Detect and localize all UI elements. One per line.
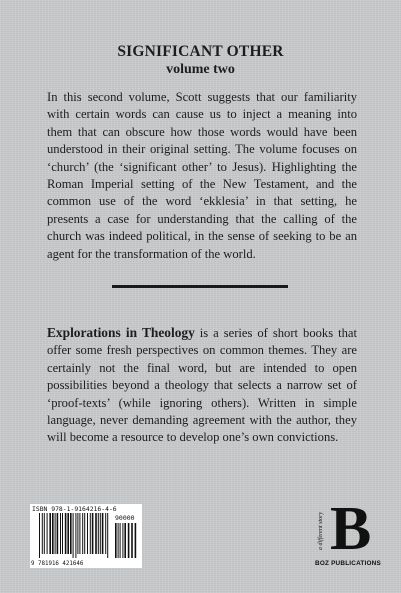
barcode-addon-bar — [124, 523, 126, 558]
barcode-bar — [73, 513, 74, 558]
barcode-addon-bar — [122, 523, 123, 558]
barcode-bar — [60, 513, 61, 554]
book-blurb: In this second volume, Scott suggests that our familiarity with certain words can cause us to inject a meaning into them that can obscure how those words would have been understood in their original setting. The volume focuses on ‘church’ (the ‘significant other’ to Jesus). Highlighting the Roman Imperial setting of the New Testament, and the common use of the word ‘ekklesia’ in that setting, he presents a case for understanding that the calling of the church was indeed political, in the sense of seeking to be an agent for the transformation of the world. — [47, 90, 357, 261]
series-description — [47, 324, 357, 447]
barcode-addon-bar — [128, 523, 130, 558]
barcode-bar — [95, 513, 97, 554]
barcode-bar — [55, 513, 56, 554]
barcode-bar — [98, 513, 99, 554]
barcode-bar — [67, 513, 69, 554]
publisher-logo — [312, 495, 384, 570]
logo-tagline: a different story — [318, 511, 324, 550]
barcode-bar — [105, 513, 106, 554]
publisher-name: BOZ PUBLICATIONS — [315, 560, 381, 567]
barcode-addon-bar — [120, 523, 121, 558]
barcode-bar — [87, 513, 88, 554]
barcode-bar — [84, 513, 85, 554]
barcode-bar — [57, 513, 59, 554]
isbn-digits: 9 781916 421646 — [31, 561, 84, 567]
barcode-addon-digits: 90000 — [115, 514, 135, 522]
series-text: is a series of short books that offer some fresh perspectives on common themes. They are certainly not the final word, but are intended to open possibilities beyond a theology that selects a narrow set of ‘proof-texts’ (while ignoring others). Written in simple language, never demanding agreement with the author, they will become a resource to develop one’s own convictions. — [47, 326, 357, 445]
book-subtitle: volume two — [166, 62, 235, 77]
barcode-bar — [79, 513, 80, 554]
barcode-bar — [52, 513, 54, 554]
barcode-addon-bar — [135, 523, 137, 558]
barcode-addon-bar — [118, 523, 119, 558]
barcode-bar — [70, 513, 72, 554]
barcode-bar — [49, 513, 51, 554]
barcode-bar — [82, 513, 83, 554]
barcode-addon-bar — [131, 523, 133, 558]
barcode-bar — [92, 513, 94, 554]
barcode-bar — [62, 513, 63, 554]
book-title: SIGNIFICANT OTHER — [117, 43, 284, 60]
series-name: Explorations in Theology — [47, 325, 195, 340]
logo-letter: B — [330, 495, 372, 563]
isbn-label: ISBN 978-1-9164216-4-6 — [32, 505, 117, 513]
barcode-bar — [39, 513, 40, 558]
barcode-bar — [44, 513, 45, 554]
barcode-bar — [102, 513, 104, 554]
barcode-bar — [100, 513, 101, 554]
isbn-barcode — [30, 504, 142, 568]
barcode-bar — [47, 513, 48, 554]
barcode-bar — [77, 513, 78, 554]
barcode-bar — [42, 513, 43, 554]
barcode-bars-icon — [33, 513, 139, 558]
barcode-bar — [107, 513, 108, 558]
barcode-addon-bar — [115, 523, 117, 558]
divider-rule — [112, 285, 288, 288]
barcode-bar — [90, 513, 91, 554]
barcode-bar — [65, 513, 67, 554]
barcode-bar — [75, 513, 76, 558]
